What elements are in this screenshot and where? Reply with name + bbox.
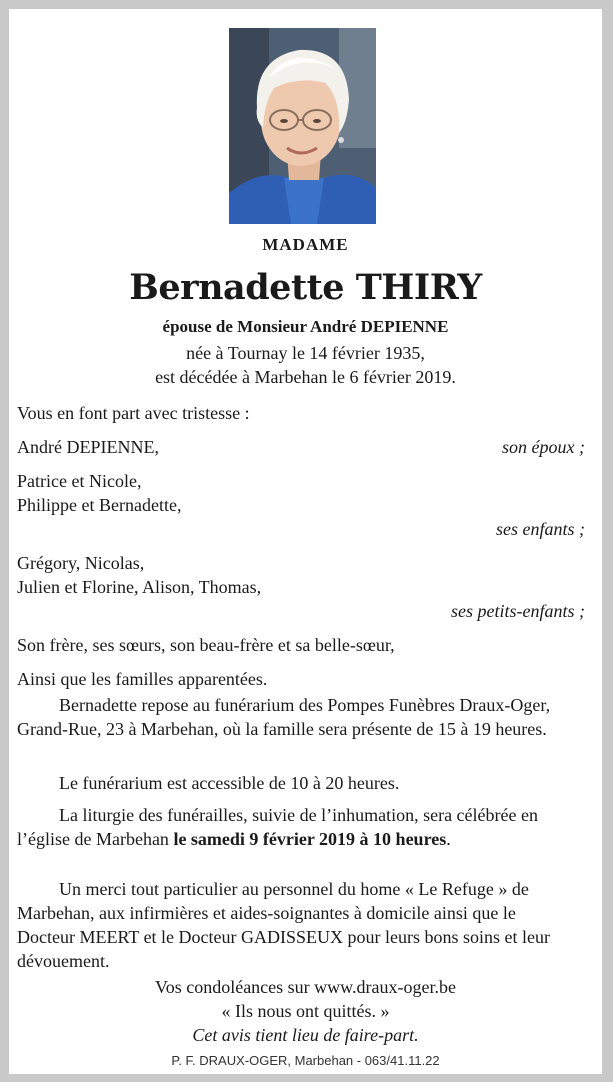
liturgy-date: le samedi 9 février 2019 à 10 heures (173, 829, 447, 849)
portrait-illustration (229, 28, 376, 224)
obituary-card (9, 9, 602, 1074)
deceased-name: Bernadette THIRY (129, 267, 482, 308)
condolences-line: Vos condoléances sur www.draux-oger.be (155, 977, 456, 997)
children-relation: ses enfants ; (496, 519, 585, 539)
spouse-line: épouse de Monsieur André DEPIENNE (162, 317, 449, 336)
portrait-photo (229, 28, 376, 224)
grandchildren-line-1: Grégory, Nicolas, (17, 553, 145, 573)
spouse-name: André DEPIENNE, (17, 437, 159, 457)
children-line-2: Philippe et Bernadette, (17, 495, 182, 515)
intro-line: Vous en font part avec tristesse : (17, 403, 250, 423)
thanks-paragraph: Un merci tout particulier au personnel du home « Le Refuge » de Marbehan, aux infirmières et aides-soignantes à domicile ainsi que le Docteur MEERT et le Docteur GADISSEUX pour leurs bons soins et leur dévouement. (17, 879, 550, 971)
spouse-relation: son époux ; (502, 437, 585, 457)
funeral-home-footer: P. F. DRAUX-OGER, Marbehan - 063/41.11.22 (171, 1053, 440, 1068)
liturgy-paragraph (17, 803, 577, 851)
siblings-line: Son frère, ses sœurs, son beau-frère et sa belle-sœur, (17, 635, 395, 655)
grandchildren-line-2: Julien et Florine, Alison, Thomas, (17, 577, 262, 597)
rest-paragraph: Bernadette repose au funérarium des Pompes Funèbres Draux-Oger, Grand-Rue, 23 à Marbehan, où la famille sera présente de 15 à 19 heures. (17, 695, 551, 739)
notice-line: Cet avis tient lieu de faire-part. (192, 1025, 419, 1045)
children-line-1: Patrice et Nicole, (17, 471, 142, 491)
title-prefix: MADAME (262, 235, 349, 254)
grandchildren-relation: ses petits-enfants ; (451, 601, 585, 621)
liturgy-text: La liturgie des funérailles, suivie de l’inhumation, sera célébrée en l’église de Marbehan (17, 805, 538, 849)
liturgy-end: . (446, 829, 451, 849)
spouse-entry (17, 437, 585, 458)
death-line: est décédée à Marbehan le 6 février 2019. (155, 367, 456, 387)
quote-line: « Ils nous ont quittés. » (221, 1001, 390, 1021)
birth-line: née à Tournay le 14 février 1935, (186, 343, 425, 363)
access-paragraph: Le funérarium est accessible de 10 à 20 heures. (59, 773, 400, 793)
relatives-line: Ainsi que les familles apparentées. (17, 669, 268, 689)
